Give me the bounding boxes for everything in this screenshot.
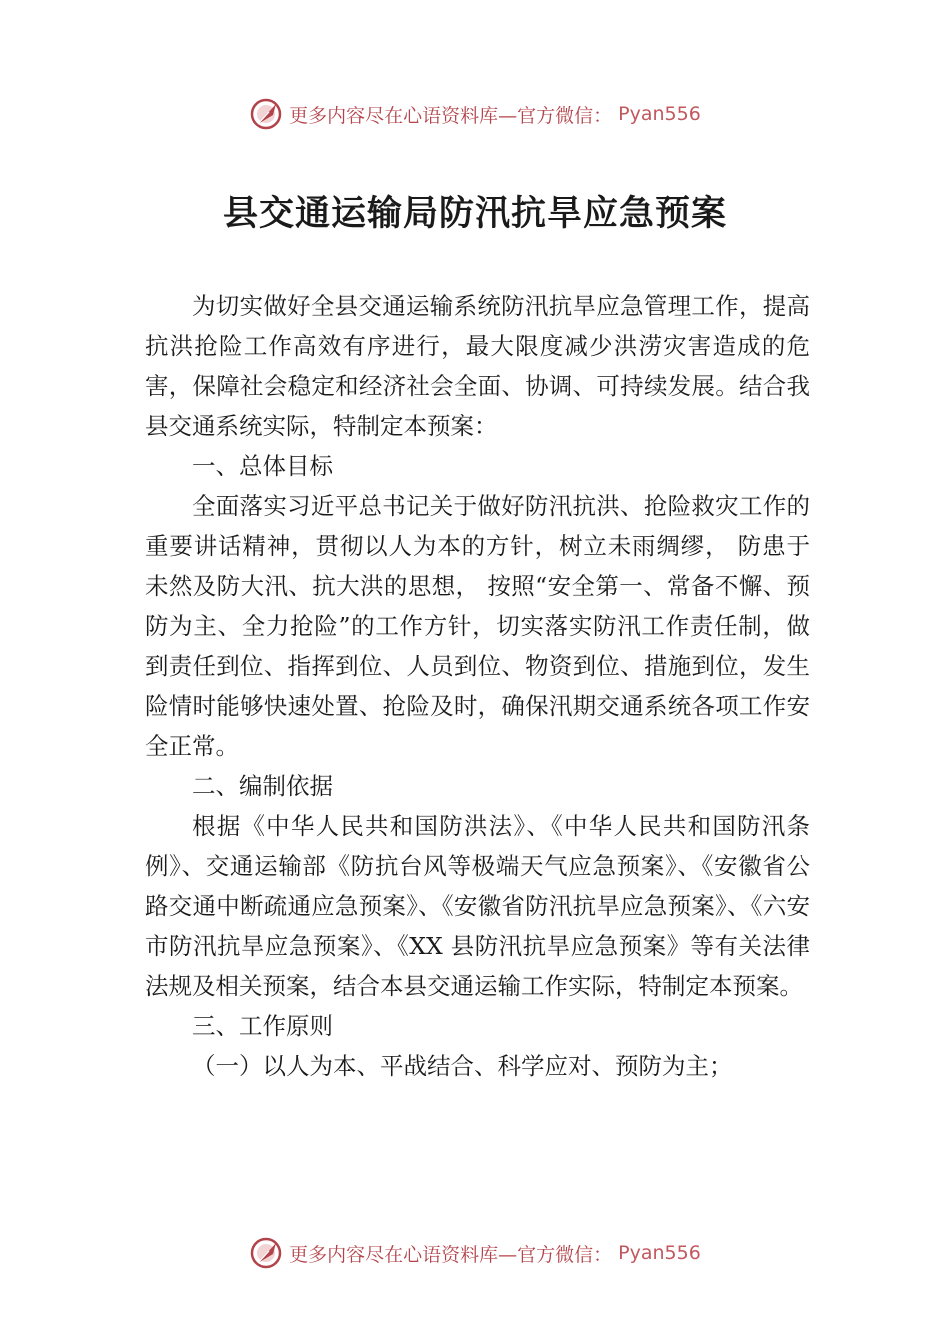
document-body bbox=[145, 286, 810, 1086]
header-watermark-banner bbox=[0, 94, 950, 134]
footer-watermark-banner bbox=[0, 1233, 950, 1273]
paragraph-basis: 根据《中华人民共和国防洪法》、《中华人民共和国防汛条例》、交通运输部《防抗台风等极端天气应急预案》、《安徽省公路交通中断疏通应急预案》、《安徽省防汛抗旱应急预案》、《六安市防汛抗旱应急预案》、《XX 县防汛抗旱应急预案》等有关法律法规及相关预案，结合本县交通运输工作实际，特制定本预案。 bbox=[145, 812, 810, 1000]
document-title: 县交通运输局防汛抗旱应急预案 bbox=[222, 193, 727, 234]
principle-item-1: （一）以人为本、平战结合、科学应对、预防为主； bbox=[192, 1052, 733, 1080]
banner-text: 更多内容尽在心语资料库—官方微信： bbox=[289, 104, 613, 127]
banner-wechat-id: Pyan556 bbox=[618, 103, 701, 125]
intro-paragraph: 为切实做好全县交通运输系统防汛抗旱应急管理工作，提高抗洪抢险工作高效有序进行，最大限度减少洪涝灾害造成的危害，保障社会稳定和经济社会全面、协调、可持续发展。结合我县交通系统实际，特制定本预案： bbox=[145, 292, 810, 440]
section-heading-1: 一、总体目标 bbox=[192, 452, 333, 480]
banner-wechat-id: Pyan556 bbox=[618, 1242, 701, 1264]
quill-logo-icon bbox=[249, 97, 283, 131]
section-heading-3: 三、工作原则 bbox=[192, 1012, 333, 1040]
section-heading-2: 二、编制依据 bbox=[192, 772, 333, 800]
paragraph-overall-goal: 全面落实习近平总书记关于做好防汛抗洪、抢险救灾工作的重要讲话精神，贯彻以人为本的方针，树立未雨绸缪， 防患于未然及防大汛、抗大洪的思想， 按照“安全第一、常备不懈、预防为主、全力抢险”的工作方针，切实落实防汛工作责任制，做到责任到位、指挥到位、人员到位、物资到位、措施到位，发生险情时能够快速处置、抢险及时，确保汛期交通系统各项工作安全正常。 bbox=[145, 492, 810, 760]
banner-text: 更多内容尽在心语资料库—官方微信： bbox=[289, 1243, 613, 1266]
quill-logo-icon bbox=[249, 1236, 283, 1270]
